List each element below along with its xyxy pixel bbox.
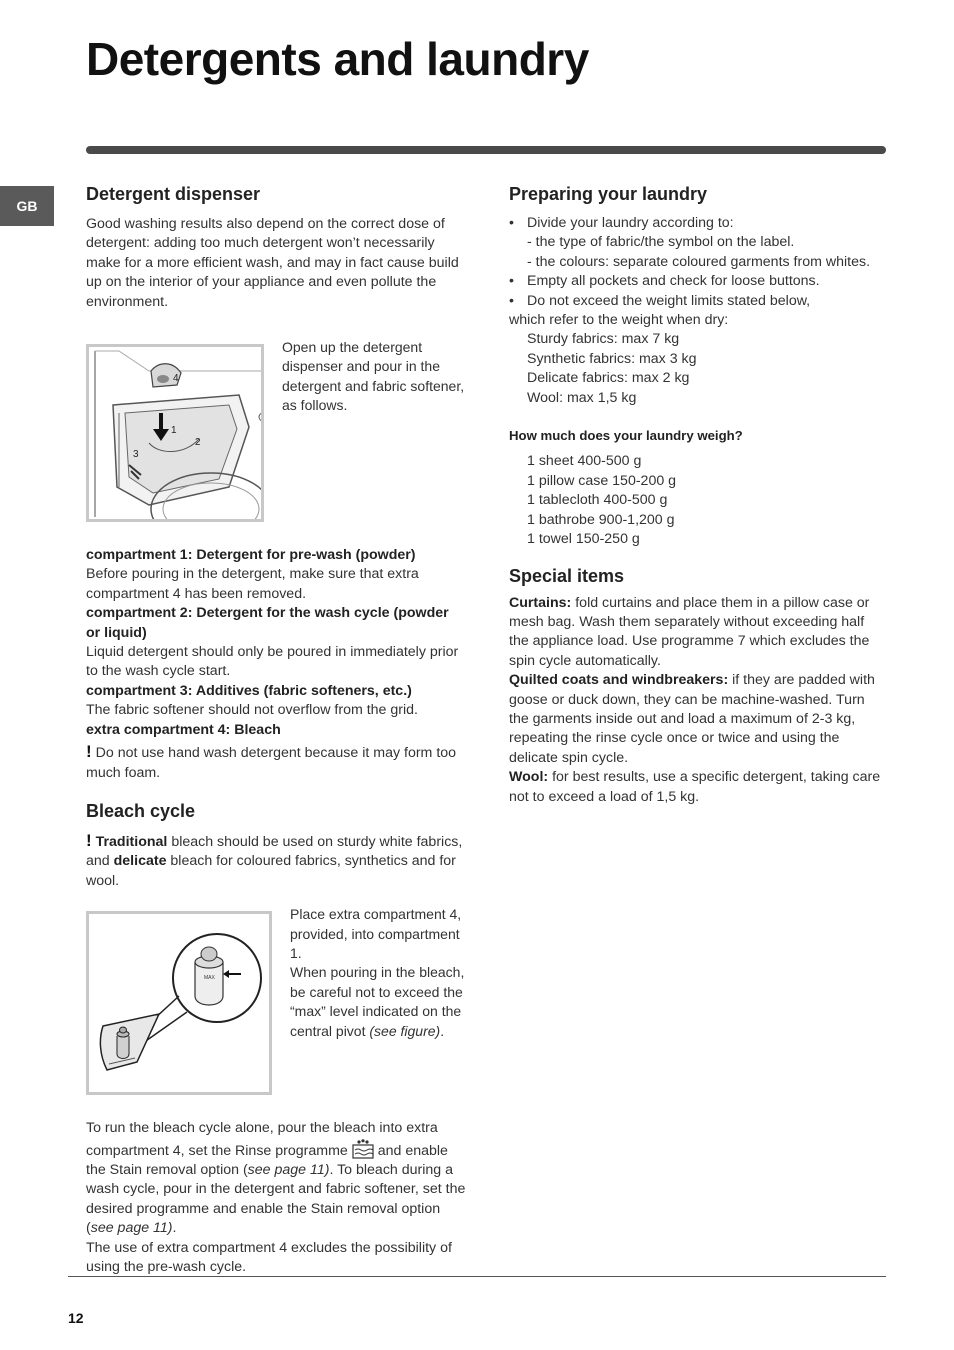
page-title: Detergents and laundry: [86, 33, 589, 85]
compartment-1-title: compartment 1: Detergent for pre-wash (powder): [86, 547, 416, 564]
list-item: 1 bathrobe 900-1,200 g: [527, 511, 675, 528]
list-item: 1 pillow case 150-200 g: [527, 472, 677, 489]
list-item: Synthetic fabrics: max 3 kg: [527, 350, 697, 367]
list-item: • Do not exceed the weight limits stated below,: [509, 292, 887, 311]
pre-wash-exclusion: The use of extra compartment 4 excludes the possibility of using the pre-wash cycle.: [86, 1239, 452, 1275]
list-item: Wool: max 1,5 kg: [527, 389, 637, 406]
figure-label-3: 3: [133, 449, 139, 461]
bleach-figure-caption-1: Place extra compartment 4, provided, into compartment 1.: [290, 906, 462, 961]
rinse-icon: [352, 1139, 374, 1159]
compartment-4-title: extra compartment 4: Bleach: [86, 721, 281, 738]
curtains-paragraph: Curtains: fold curtains and place them in a pillow case or mesh bag. Wash them separately without exceeding half the appliance load. Use programme 7 which excludes the spin cycle automatically.: [509, 594, 870, 669]
preparing-list: [509, 214, 887, 311]
list-item: 1 towel 150-250 g: [527, 531, 640, 548]
list-item: • Empty all pockets and check for loose buttons.: [509, 272, 887, 291]
weight-note: which refer to the weight when dry:: [509, 312, 729, 329]
compartment-3-text: The fabric softener should not overflow from the grid.: [86, 702, 418, 719]
compartment-2-title: compartment 2: Detergent for the wash cycle (powder or liquid): [86, 605, 449, 641]
compartment-3-title: compartment 3: Additives (fabric softeners, etc.): [86, 682, 412, 699]
section-heading-special-items: Special items: [509, 565, 625, 586]
list-item: 1 sheet 400-500 g: [527, 453, 642, 470]
laundry-weights: [509, 452, 887, 549]
left-column: [86, 182, 466, 1277]
language-tab: GB: [0, 186, 54, 226]
page-number: 12: [68, 1310, 84, 1326]
section-heading-bleach-cycle: Bleach cycle: [86, 800, 196, 821]
warning-icon: !: [86, 742, 92, 762]
wool-paragraph: Wool: for best results, use a specific detergent, taking care not to exceed a load of 1,5 kg.: [509, 769, 881, 805]
figure-label-2: 2: [195, 437, 201, 449]
list-item: • Divide your laundry according to: - the type of fabric/the symbol on the label. - the colours: separate coloured garments from whites.: [509, 214, 887, 272]
dispenser-intro: Good washing results also depend on the correct dose of detergent: adding too much detergent won’t necessarily make for a more efficient wash, and may in fact cause build up on the interior of your appliance and even pollute the environment.: [86, 216, 459, 310]
bleach-figure: [86, 911, 272, 1095]
hand-wash-warning: ! Do not use hand wash detergent because it may form too much foam.: [86, 742, 457, 781]
compartment-2-text: Liquid detergent should only be poured in immediately prior to the wash cycle start.: [86, 644, 459, 680]
figure-label-4: 4: [173, 373, 179, 385]
figure-label-1: 1: [171, 425, 177, 437]
warning-icon: !: [86, 830, 92, 850]
bleach-note: ! Traditional bleach should be used on sturdy white fabrics, and delicate bleach for coloured fabrics, synthetics and for wool.: [86, 830, 463, 889]
bleach-figure-caption-2: When pouring in the bleach, be careful not to exceed the “max” level indicated on the central pivot (see figure).: [290, 964, 465, 1039]
bleach-run-instructions: To run the bleach cycle alone, pour the bleach into extra compartment 4, set the Rinse programme and enable the Stain removal option (see page 11). To bleach during a wash cycle, pour in the detergent and fabric softener, set the desired programme and enable the Stain removal option (see page 11).: [86, 1120, 466, 1237]
section-heading-preparing-laundry: Preparing your laundry: [509, 184, 708, 204]
weight-limits: [509, 330, 887, 408]
list-item: Sturdy fabrics: max 7 kg: [527, 331, 680, 348]
subheading-laundry-weight: How much does your laundry weigh?: [509, 428, 743, 444]
compartment-1-text: Before pouring in the detergent, make sure that extra compartment 4 has been removed.: [86, 566, 419, 602]
list-item: 1 tablecloth 400-500 g: [527, 492, 668, 509]
footer-rule: [68, 1276, 886, 1277]
right-column: [509, 182, 887, 807]
dispenser-figure-caption: Open up the detergent dispenser and pour in the detergent and fabric softener, as follows.: [282, 339, 465, 414]
section-heading-detergent-dispenser: Detergent dispenser: [86, 184, 261, 204]
dispenser-figure: [86, 344, 264, 522]
max-level-label: MAX: [204, 975, 215, 982]
coats-paragraph: Quilted coats and windbreakers: if they are padded with goose or duck down, they can be machine-washed. Turn the garments inside out and load a maximum of 2-3 kg, repeating the rinse cycle once or twice and using the delicate spin cycle.: [509, 672, 875, 766]
list-item: Delicate fabrics: max 2 kg: [527, 370, 690, 387]
header-rule: [86, 146, 886, 154]
